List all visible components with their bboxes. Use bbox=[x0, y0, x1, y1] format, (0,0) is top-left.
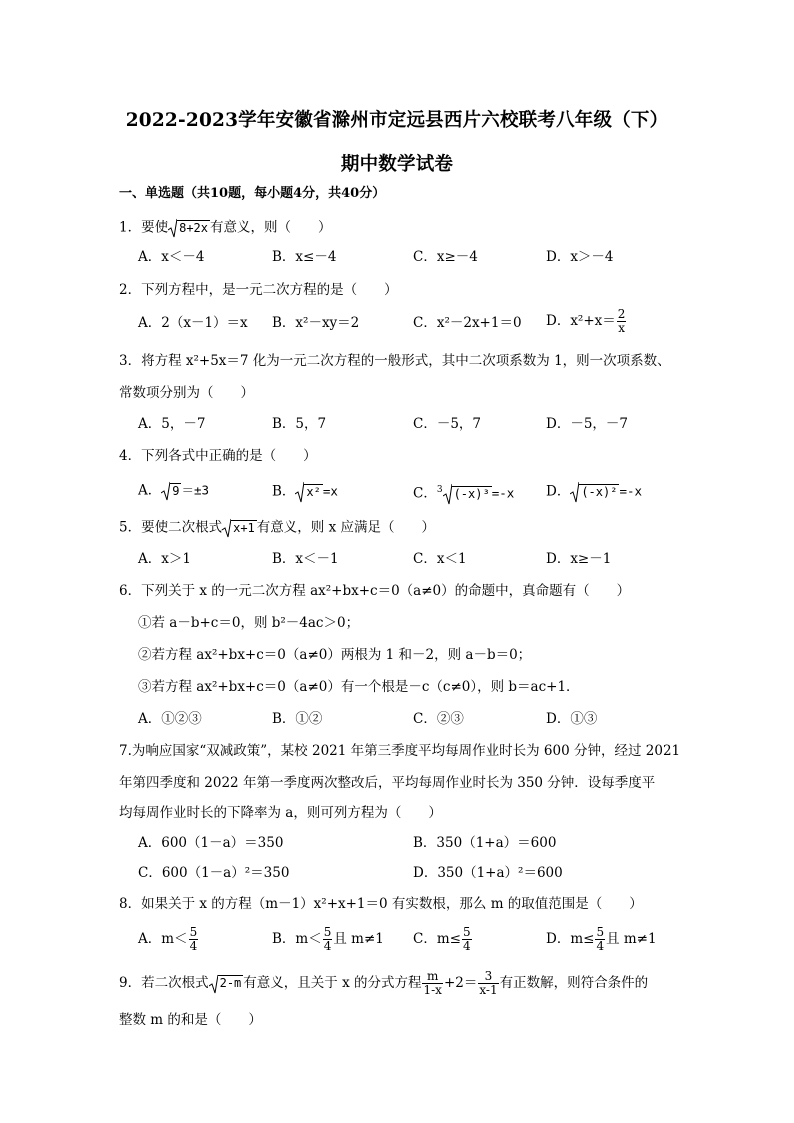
q1-option-c: C．x≥－4 bbox=[413, 249, 478, 265]
frac-num: 2 bbox=[617, 307, 626, 321]
fraction bbox=[422, 970, 442, 997]
q4-d-post: =-x bbox=[619, 483, 643, 499]
sqrt-symbol bbox=[168, 218, 210, 238]
q5-option-d: D．x≥－1 bbox=[546, 551, 612, 567]
q3-option-d: D．－5，－7 bbox=[546, 416, 629, 432]
q5-option-a: A．x＞1 bbox=[138, 551, 191, 567]
question-9-line1 bbox=[119, 970, 648, 997]
frac-num: 3 bbox=[478, 970, 498, 984]
q8-c-pre: C．m≤ bbox=[413, 931, 461, 947]
question-5-options bbox=[138, 550, 698, 572]
q9-post: 有正数解，则符合条件的 bbox=[499, 975, 649, 991]
q8-d-post: 且 m≠1 bbox=[606, 931, 657, 947]
q1-pre: 1．要使 bbox=[119, 219, 169, 236]
q4-c-root-index: 3 bbox=[436, 485, 443, 495]
question-3-line2: 常数项分别为（ ） bbox=[119, 385, 254, 401]
sqrt-symbol bbox=[209, 974, 244, 994]
sqrt-symbol bbox=[570, 481, 619, 503]
q8-option-a bbox=[138, 926, 199, 953]
q4-d-radicand: (-x)² bbox=[581, 484, 618, 499]
q5-pre: 5．要使二次根式 bbox=[119, 519, 223, 536]
q4-option-b bbox=[272, 481, 338, 503]
q2-option-d bbox=[546, 308, 627, 335]
q1-option-b: B．x≤－4 bbox=[272, 249, 337, 265]
question-1-stem bbox=[119, 218, 332, 238]
frac-den: 4 bbox=[596, 939, 605, 953]
question-7-line1: 7.为响应国家“双减政策”，某校 2021 年第三季度平均每周作业时长为 600 分钟，经过 2021 bbox=[119, 743, 681, 759]
sqrt-symbol bbox=[161, 481, 181, 501]
sqrt-symbol bbox=[222, 518, 257, 538]
q2-option-a: A．2（x－1）＝x bbox=[138, 315, 248, 331]
frac-num: 5 bbox=[462, 925, 471, 939]
frac-num: m bbox=[422, 970, 442, 984]
q3-option-a: A．5，－7 bbox=[138, 416, 206, 432]
frac-den: x-1 bbox=[479, 983, 498, 997]
question-8-stem: 8．如果关于 x 的方程（m－1）x²+x+1＝0 有实数根，那么 m 的取值范围是（ ） bbox=[119, 896, 643, 912]
exam-title-line2: 期中数学试卷 bbox=[340, 154, 454, 175]
q6-option-b: B．①② bbox=[272, 711, 323, 727]
q8-d-pre: D．m≤ bbox=[546, 931, 595, 947]
q1-option-a: A．x＜－4 bbox=[138, 249, 205, 265]
frac-den: 4 bbox=[462, 939, 471, 953]
q6-option-c: C．②③ bbox=[413, 711, 464, 727]
frac-den: x bbox=[618, 321, 625, 335]
q6-statement-2: ②若方程 ax²+bx+c＝0（a≠0）两根为 1 和－2，则 a－b＝0； bbox=[138, 647, 532, 663]
q4-c-post: =-x bbox=[491, 485, 515, 501]
q5-post: 有意义，则 x 应满足（ ） bbox=[256, 519, 435, 536]
section-heading: 一、单选题（共10题，每小题4分，共40分） bbox=[119, 186, 386, 201]
question-9-line2: 整数 m 的和是（ ） bbox=[119, 1012, 262, 1028]
question-5-stem bbox=[119, 518, 435, 538]
q8-option-b bbox=[272, 926, 384, 953]
q9-mid: 有意义，且关于 x 的分式方程 bbox=[243, 975, 422, 991]
q5-option-c: C．x＜1 bbox=[413, 551, 467, 567]
q4-a-post: ＝±3 bbox=[181, 482, 210, 498]
q4-option-d bbox=[546, 481, 642, 503]
question-6-options bbox=[138, 710, 698, 732]
q5-radicand: x+1 bbox=[233, 520, 255, 535]
q2-option-b: B．x²－xy＝2 bbox=[272, 315, 360, 331]
question-3-options bbox=[138, 415, 698, 437]
question-8-options bbox=[138, 925, 698, 954]
question-4-options bbox=[138, 481, 698, 503]
question-7-options-row1 bbox=[138, 834, 698, 856]
frac-den: 1-x bbox=[423, 983, 442, 997]
exam-title-line1: 2022-2023学年安徽省滁州市定远县西片六校联考八年级（下） bbox=[125, 110, 669, 131]
q8-option-c bbox=[413, 926, 473, 953]
q4-option-a bbox=[138, 481, 209, 501]
question-7-line2: 年第四季度和 2022 年第一季度两次整改后，平均每周作业时长为 350 分钟．设每季度平 bbox=[119, 775, 656, 791]
question-6-stem: 6．下列关于 x 的一元二次方程 ax²+bx+c＝0（a≠0）的命题中，真命题有（ ） bbox=[119, 583, 631, 599]
frac-den: 4 bbox=[189, 939, 198, 953]
question-2-options bbox=[138, 307, 698, 336]
q4-c-radicand: (-x)³ bbox=[453, 486, 490, 501]
frac-den: 4 bbox=[323, 939, 332, 953]
q6-statement-1: ①若 a－b+c＝0，则 b²－4ac＞0； bbox=[138, 615, 360, 631]
q5-option-b: B．x＜－1 bbox=[272, 551, 339, 567]
q8-a-pre: A．m＜ bbox=[138, 931, 188, 947]
q9-pre: 9．若二次根式 bbox=[119, 975, 209, 991]
q2-option-c: C．x²－2x+1＝0 bbox=[413, 315, 522, 331]
cube-root-symbol bbox=[443, 483, 492, 505]
q1-option-d: D．x＞－4 bbox=[546, 249, 614, 265]
q8-b-pre: B．m＜ bbox=[272, 931, 322, 947]
question-2-stem: 2．下列方程中，是一元二次方程的是（ ） bbox=[119, 282, 398, 298]
q6-option-a: A．①②③ bbox=[138, 711, 202, 727]
frac-num: 5 bbox=[323, 925, 332, 939]
q2-d-pre: D．x²+x＝ bbox=[546, 313, 616, 329]
question-1-options bbox=[138, 248, 698, 270]
q4-b-post: =x bbox=[322, 483, 338, 499]
q4-d-label: D． bbox=[546, 483, 571, 500]
q7-option-a: A．600（1－a）＝350 bbox=[138, 835, 284, 851]
q1-post: 有意义，则（ ） bbox=[210, 219, 332, 236]
q9-radicand: 2-m bbox=[219, 976, 242, 990]
fraction bbox=[478, 970, 498, 997]
question-3-line1: 3．将方程 x²+5x＝7 化为一元二次方程的一般形式，其中二次项系数为 1，则一次项系数、 bbox=[119, 353, 671, 369]
fraction bbox=[617, 308, 627, 335]
frac-num: 5 bbox=[189, 925, 198, 939]
q7-option-b: B．350（1+a）＝600 bbox=[413, 835, 557, 851]
q1-radicand: 8+2x bbox=[179, 220, 208, 235]
q4-b-radicand: x² bbox=[306, 484, 321, 499]
fraction bbox=[189, 926, 199, 953]
q4-option-c bbox=[413, 481, 514, 505]
q6-option-d: D．①③ bbox=[546, 711, 598, 727]
q3-option-b: B．5，7 bbox=[272, 416, 327, 432]
question-7-line3: 均每周作业时长的下降率为 a，则可列方程为（ ） bbox=[119, 805, 442, 821]
question-4-stem: 4．下列各式中正确的是（ ） bbox=[119, 448, 317, 464]
q8-b-post: 且 m≠1 bbox=[333, 931, 384, 947]
fraction bbox=[462, 926, 472, 953]
q4-c-label: C． bbox=[413, 485, 437, 502]
q7-option-d: D．350（1+a）²＝600 bbox=[413, 865, 563, 881]
q4-a-label: A． bbox=[138, 482, 162, 499]
fraction bbox=[595, 926, 605, 953]
sqrt-symbol bbox=[295, 481, 322, 503]
q6-statement-3: ③若方程 ax²+bx+c＝0（a≠0）有一个根是－c（c≠0），则 b＝ac+1． bbox=[138, 679, 580, 695]
q4-a-radicand: 9 bbox=[172, 483, 180, 498]
q7-option-c: C．600（1－a）²＝350 bbox=[138, 865, 290, 881]
fraction bbox=[323, 926, 333, 953]
q4-b-label: B． bbox=[272, 483, 296, 500]
q9-plus2: +2＝ bbox=[443, 975, 478, 991]
q8-option-d bbox=[546, 926, 657, 953]
frac-num: 5 bbox=[596, 925, 605, 939]
question-7-options-row2 bbox=[138, 864, 698, 886]
q3-option-c: C．－5，7 bbox=[413, 416, 482, 432]
